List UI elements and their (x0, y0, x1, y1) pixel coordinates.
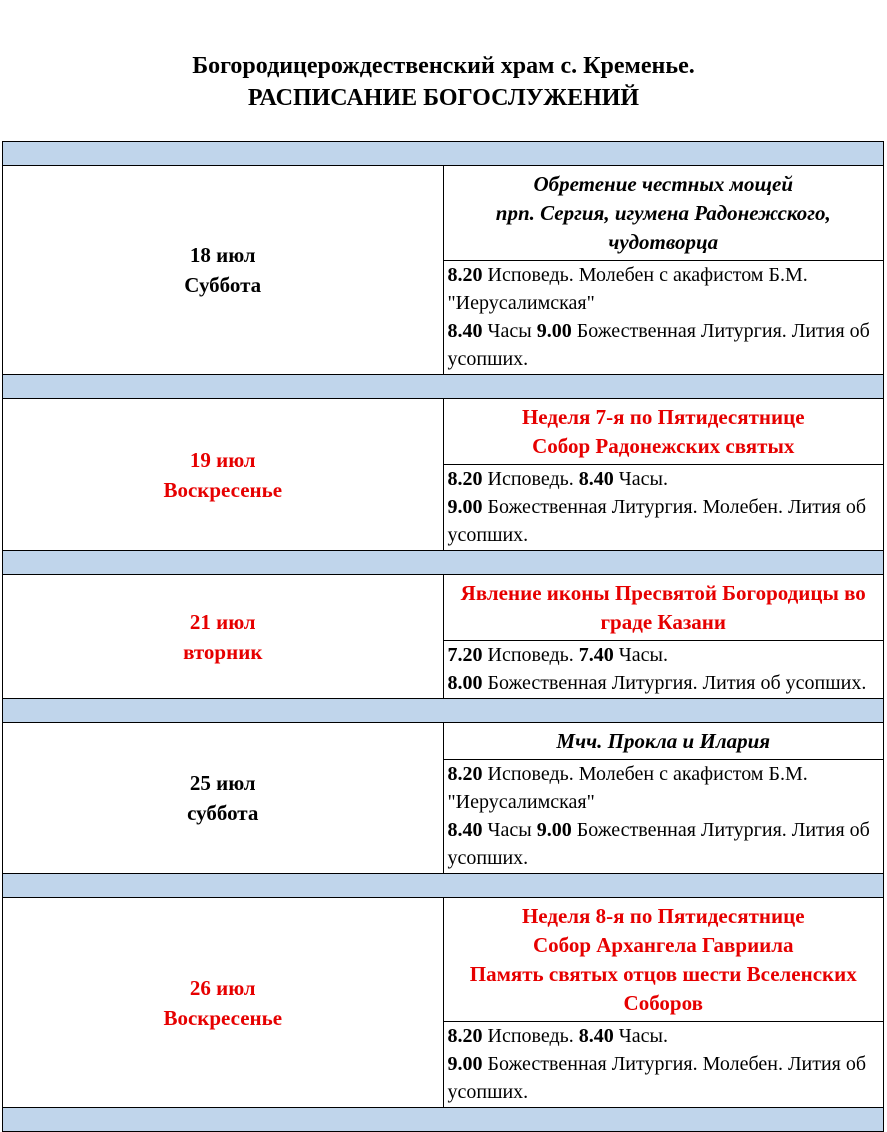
feast-title-cell (443, 898, 884, 1022)
feast-title-line: Неделя 8-я по Пятидесятнице (521, 904, 805, 928)
service-text: Божественная Литургия. Лития об усопших. (482, 672, 867, 694)
separator-cell (3, 142, 884, 166)
service-time: 8.40 (578, 468, 614, 490)
date-label: 21 июл (189, 609, 256, 634)
day-title-row (3, 723, 884, 760)
service-time: 7.20 (447, 644, 483, 666)
date-label: 19 июл (189, 447, 256, 472)
document-header (0, 50, 887, 114)
separator-row (3, 551, 884, 575)
services-cell (443, 760, 884, 874)
service-time: 8.40 (447, 320, 483, 342)
separator-cell (3, 375, 884, 399)
date-cell (3, 575, 444, 699)
service-time: 9.00 (447, 496, 483, 518)
services-cell (443, 641, 884, 699)
separator-row (3, 1108, 884, 1132)
service-line (448, 261, 880, 317)
date-label: 18 июл (189, 243, 256, 267)
service-line (448, 641, 880, 669)
service-time: 7.40 (578, 644, 614, 666)
date-cell (3, 898, 444, 1108)
service-text: Исповедь. Молебен с акафистом Б.М. "Иерусалимская" (447, 264, 808, 314)
service-text: Часы (482, 320, 537, 342)
date-label: 26 июл (189, 975, 256, 1000)
separator-cell (3, 699, 884, 723)
service-time: 9.00 (447, 1053, 483, 1075)
feast-title-line: Собор Радонежских святых (532, 434, 795, 458)
day-title-row (3, 575, 884, 641)
service-line (448, 816, 880, 872)
separator-cell (3, 551, 884, 575)
service-text: Божественная Литургия. Молебен. Лития об усопших. (447, 1053, 867, 1103)
weekday-label: Воскресенье (163, 477, 283, 502)
church-name: Богородицерождественский храм с. Кременье. (192, 53, 695, 79)
service-text: Часы. (613, 644, 668, 666)
service-text: Часы. (613, 1025, 668, 1047)
separator-row (3, 874, 884, 898)
service-text: Божественная Литургия. Лития об усопших. (447, 320, 870, 370)
service-line (448, 465, 880, 493)
services-cell (443, 465, 884, 551)
services-cell (443, 1022, 884, 1108)
schedule-title: РАСПИСАНИЕ БОГОСЛУЖЕНИЙ (247, 85, 640, 111)
day-title-row (3, 166, 884, 261)
service-time: 8.40 (578, 1025, 614, 1047)
service-line (448, 493, 880, 549)
service-line (448, 1022, 880, 1050)
service-text: Божественная Литургия. Лития об усопших. (447, 819, 870, 869)
weekday-label: суббота (187, 801, 259, 825)
feast-title-line: Обретение честных мощей (533, 172, 794, 196)
separator-cell (3, 1108, 884, 1132)
feast-title-cell (443, 399, 884, 465)
services-cell (443, 261, 884, 375)
feast-title-line: Собор Архангела Гавриила (532, 933, 794, 957)
service-line (448, 1050, 880, 1106)
feast-title-line: Неделя 7-я по Пятидесятнице (521, 405, 805, 429)
weekday-label: вторник (183, 639, 263, 664)
feast-title-cell (443, 575, 884, 641)
service-time: 9.00 (536, 819, 572, 841)
separator-row (3, 375, 884, 399)
service-time: 9.00 (536, 320, 572, 342)
service-line (448, 669, 880, 697)
service-text: Исповедь. Молебен с акафистом Б.М. "Иерусалимская" (447, 763, 808, 813)
separator-row (3, 142, 884, 166)
date-cell (3, 723, 444, 874)
date-cell (3, 166, 444, 375)
separator-row (3, 699, 884, 723)
weekday-label: Суббота (184, 273, 262, 297)
service-text: Часы (482, 819, 537, 841)
date-label: 25 июл (189, 771, 256, 795)
service-time: 8.00 (447, 672, 483, 694)
service-text: Исповедь. (482, 644, 579, 666)
feast-title-line: прп. Сергия, игумена Радонежского, чудотворца (495, 201, 831, 254)
service-line (448, 317, 880, 373)
service-time: 8.20 (447, 468, 483, 490)
schedule-table (2, 141, 884, 1132)
service-line (448, 760, 880, 816)
service-text: Исповедь. (482, 468, 579, 490)
day-title-row (3, 898, 884, 1022)
feast-title-line: Явление иконы Пресвятой Богородицы во граде Казани (460, 581, 866, 634)
service-time: 8.20 (447, 264, 483, 286)
service-time: 8.20 (447, 763, 483, 785)
feast-title-line: Мчч. Прокла и Илария (556, 729, 771, 753)
schedule-body (3, 142, 884, 1132)
service-text: Исповедь. (482, 1025, 579, 1047)
weekday-label: Воскресенье (163, 1005, 283, 1030)
feast-title-cell (443, 166, 884, 261)
service-time: 8.20 (447, 1025, 483, 1047)
feast-title-line: Память святых отцов шести Вселенских Соборов (469, 962, 857, 1015)
day-title-row (3, 399, 884, 465)
feast-title-cell (443, 723, 884, 760)
separator-cell (3, 874, 884, 898)
date-cell (3, 399, 444, 551)
service-text: Часы. (613, 468, 668, 490)
service-time: 8.40 (447, 819, 483, 841)
service-text: Божественная Литургия. Молебен. Лития об усопших. (447, 496, 867, 546)
